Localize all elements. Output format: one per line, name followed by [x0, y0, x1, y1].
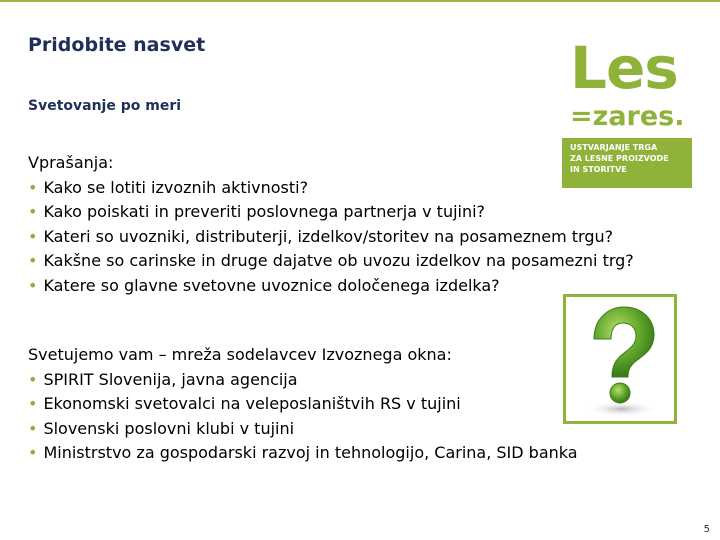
slide-title: Pridobite nasvet: [28, 34, 206, 56]
questions-heading: Vprašanja:: [28, 153, 114, 172]
question-item: • Kako poiskati in preveriti poslovnega partnerja v tujini?: [28, 202, 486, 221]
bullet: •: [28, 226, 38, 246]
bullet: •: [28, 369, 38, 389]
questions-section: [28, 151, 634, 298]
advisor-item: • Ministrstvo za gospodarski razvoj in tehnologijo, Carina, SID banka: [28, 443, 578, 462]
les-zares-logo: [560, 36, 694, 188]
bullet: •: [28, 418, 38, 438]
bullet: •: [28, 251, 38, 270]
bullet: •: [28, 177, 38, 197]
advisor-item: • Ekonomski svetovalci na veleposlaništvih RS v tujini: [28, 394, 461, 413]
top-accent-line: [0, 0, 720, 2]
bullet: •: [28, 443, 38, 462]
question-mark-image: [563, 294, 677, 424]
slide-subtitle: Svetovanje po meri: [28, 98, 182, 114]
logo-sub: =zares.: [570, 101, 685, 132]
question-item: • Katere so glavne svetovne uvoznice določenega izdelka?: [28, 275, 500, 295]
logo-tagline: USTVARJANJE TRGA ZA LESNE PROIZVODE IN STORITVE: [570, 143, 669, 174]
question-item: • Kako se lotiti izvoznih aktivnosti?: [28, 177, 309, 197]
bullet: •: [28, 394, 38, 413]
question-item: • Kakšne so carinske in druge dajatve ob uvozu izdelkov na posamezni trg?: [28, 251, 634, 270]
logo-word: Les: [570, 34, 678, 102]
question-mark-icon: [566, 297, 674, 421]
advisor-item: • SPIRIT Slovenija, javna agencija: [28, 369, 298, 389]
question-item: • Kateri so uvozniki, distributerji, izdelkov/storitev na posameznem trgu?: [28, 226, 614, 246]
advisor-item: • Slovenski poslovni klubi v tujini: [28, 418, 295, 438]
bullet: •: [28, 202, 38, 221]
advisors-heading: Svetujemo vam – mreža sodelavcev Izvoznega okna:: [28, 345, 452, 364]
bullet: •: [28, 275, 38, 295]
advisors-section: [28, 343, 578, 466]
page-number: 5: [703, 524, 710, 535]
